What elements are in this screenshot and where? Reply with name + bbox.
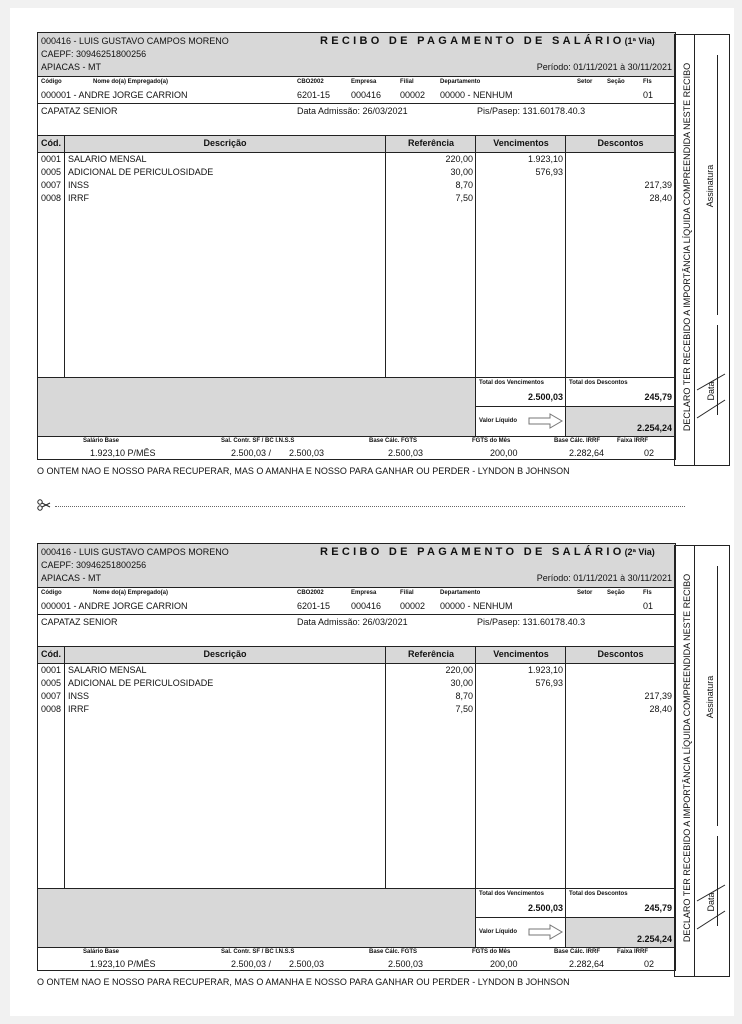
col-referencia: Referência bbox=[407, 138, 455, 148]
item-vencimento: 1.923,10 bbox=[527, 154, 563, 164]
item-cod: 0001 bbox=[41, 154, 62, 164]
salario-base: 1.923,10 P/MÊS bbox=[90, 448, 156, 458]
salario-base-label: Salário Base bbox=[83, 438, 120, 444]
salario-base: 1.923,10 P/MÊS bbox=[90, 959, 156, 969]
faixa-irrf-label: Faixa IRRF bbox=[617, 949, 649, 955]
col-descontos: Descontos bbox=[597, 138, 644, 148]
item-cod: 0007 bbox=[41, 180, 62, 190]
label-filial: Filial bbox=[400, 590, 414, 596]
label-nome: Nome do(a) Empregado(a) bbox=[93, 590, 169, 596]
employee-filial: 00002 bbox=[400, 90, 426, 100]
items-gray-area bbox=[38, 888, 475, 948]
footer-quote: O ONTEM NAO E NOSSO PARA RECUPERAR, MAS O AMANHA E NOSSO PARA GANHAR OU PERDER - LYNDON B JOHNSON bbox=[37, 466, 570, 476]
admission-date: Data Admissão: 26/03/2021 bbox=[297, 106, 408, 116]
receipt-first-copy bbox=[27, 29, 727, 476]
col-descricao: Descrição bbox=[203, 649, 247, 659]
label-departamento: Departamento bbox=[440, 590, 481, 596]
label-secao: Seção bbox=[607, 590, 625, 596]
employer-name: 000416 - LUIS GUSTAVO CAMPOS MORENO bbox=[41, 547, 229, 557]
label-cbo: CBO2002 bbox=[297, 590, 324, 596]
total-vencimentos: 2.500,03 bbox=[527, 392, 563, 402]
label-empresa: Empresa bbox=[351, 79, 377, 85]
items-header bbox=[38, 135, 675, 153]
total-vencimentos-label: Total dos Vencimentos bbox=[479, 891, 544, 897]
col-vencimentos: Vencimentos bbox=[493, 649, 549, 659]
item-desconto: 28,40 bbox=[649, 193, 672, 203]
receipt-title: RECIBO DE PAGAMENTO DE SALÁRIO(2ª Via) bbox=[320, 546, 655, 558]
admission-date: Data Admissão: 26/03/2021 bbox=[297, 617, 408, 627]
payslip-page bbox=[10, 8, 734, 1016]
inss-sf: 2.500,03 / bbox=[231, 448, 272, 458]
fgts-mes: 200,00 bbox=[490, 959, 518, 969]
col-cod: Cód. bbox=[41, 649, 61, 659]
signature-column bbox=[674, 545, 730, 977]
label-setor: Setor bbox=[577, 590, 593, 596]
employee-role: CAPATAZ SENIOR bbox=[41, 106, 118, 116]
declaration-text: DECLARO TER RECEBIDO A IMPORTÂNCIA LÍQUIDA COMPREENDIDA NESTE RECIBO bbox=[682, 62, 692, 432]
label-filial: Filial bbox=[400, 79, 414, 85]
employee-name: 000001 - ANDRE JORGE CARRION bbox=[41, 90, 188, 100]
col-cod: Cód. bbox=[41, 138, 61, 148]
total-descontos-label: Total dos Descontos bbox=[569, 380, 628, 386]
item-reference: 7,50 bbox=[455, 704, 473, 714]
label-nome: Nome do(a) Empregado(a) bbox=[93, 79, 169, 85]
label-cbo: CBO2002 bbox=[297, 79, 324, 85]
pay-period: Período: 01/11/2021 à 30/11/2021 bbox=[536, 573, 672, 583]
irrf-base-label: Base Cálc. IRRF bbox=[554, 438, 601, 444]
label-fls: Fls bbox=[643, 79, 652, 85]
employer-caepf: CAEPF: 30946251800256 bbox=[41, 49, 147, 59]
item-vencimento: 576,93 bbox=[535, 167, 563, 177]
arrow-right-icon bbox=[528, 413, 564, 429]
col-referencia: Referência bbox=[407, 649, 455, 659]
faixa-irrf: 02 bbox=[644, 959, 655, 969]
item-desconto: 217,39 bbox=[644, 691, 672, 701]
faixa-irrf: 02 bbox=[644, 448, 655, 458]
item-reference: 7,50 bbox=[455, 193, 473, 203]
valor-liquido: 2.254,24 bbox=[636, 423, 672, 433]
inss-bc: 2.500,03 bbox=[289, 959, 325, 969]
item-reference: 8,70 bbox=[455, 180, 473, 190]
employee-filial: 00002 bbox=[400, 601, 426, 611]
label-fls: Fls bbox=[643, 590, 652, 596]
fgts-base: 2.500,03 bbox=[388, 959, 424, 969]
item-cod: 0001 bbox=[41, 665, 62, 675]
footer-quote: O ONTEM NAO E NOSSO PARA RECUPERAR, MAS O AMANHA E NOSSO PARA GANHAR OU PERDER - LYNDON B JOHNSON bbox=[37, 977, 570, 987]
item-desconto: 28,40 bbox=[649, 704, 672, 714]
pis-pasep: Pis/Pasep: 131.60178.40.3 bbox=[477, 106, 586, 116]
employee-departamento: 00000 - NENHUM bbox=[440, 601, 513, 611]
item-reference: 220,00 bbox=[445, 154, 473, 164]
pay-period: Período: 01/11/2021 à 30/11/2021 bbox=[536, 62, 672, 72]
inss-sf: 2.500,03 / bbox=[231, 959, 272, 969]
total-descontos: 245,79 bbox=[644, 392, 672, 402]
employee-fls: 01 bbox=[643, 90, 654, 100]
scissors-icon bbox=[37, 499, 51, 511]
item-cod: 0007 bbox=[41, 691, 62, 701]
fgts-mes: 200,00 bbox=[490, 448, 518, 458]
employee-cbo: 6201-15 bbox=[297, 601, 331, 611]
item-description: ADICIONAL DE PERICULOSIDADE bbox=[68, 678, 214, 688]
employee-departamento: 00000 - NENHUM bbox=[440, 90, 513, 100]
receipt-title: RECIBO DE PAGAMENTO DE SALÁRIO(1ª Via) bbox=[320, 35, 655, 47]
item-cod: 0005 bbox=[41, 678, 62, 688]
valor-liquido-label: Valor Líquido bbox=[479, 418, 518, 424]
signature-date-strokes bbox=[695, 370, 729, 430]
cut-line bbox=[37, 499, 687, 509]
fgts-mes-label: FGTS do Mês bbox=[472, 949, 511, 955]
receipt-header bbox=[38, 33, 675, 77]
total-vencimentos: 2.500,03 bbox=[527, 903, 563, 913]
receipt-box bbox=[37, 32, 676, 460]
total-descontos: 245,79 bbox=[644, 903, 672, 913]
label-codigo: Código bbox=[41, 79, 62, 85]
data-label: Data bbox=[706, 381, 716, 401]
faixa-irrf-label: Faixa IRRF bbox=[617, 438, 649, 444]
pis-pasep: Pis/Pasep: 131.60178.40.3 bbox=[477, 617, 586, 627]
irrf-base-label: Base Cálc. IRRF bbox=[554, 949, 601, 955]
employer-city: APIACAS - MT bbox=[41, 62, 102, 72]
item-reference: 8,70 bbox=[455, 691, 473, 701]
label-secao: Seção bbox=[607, 79, 625, 85]
employer-city: APIACAS - MT bbox=[41, 573, 102, 583]
item-description: SALARIO MENSAL bbox=[68, 154, 147, 164]
item-cod: 0005 bbox=[41, 167, 62, 177]
item-vencimento: 576,93 bbox=[535, 678, 563, 688]
signature-date-strokes bbox=[695, 881, 729, 941]
assinatura-label: Assinatura bbox=[705, 164, 715, 208]
item-desconto: 217,39 bbox=[644, 180, 672, 190]
item-reference: 220,00 bbox=[445, 665, 473, 675]
label-setor: Setor bbox=[577, 79, 593, 85]
valor-liquido-label: Valor Líquido bbox=[479, 929, 518, 935]
employee-cbo: 6201-15 bbox=[297, 90, 331, 100]
item-cod: 0008 bbox=[41, 193, 62, 203]
col-descricao: Descrição bbox=[203, 138, 247, 148]
assinatura-label: Assinatura bbox=[705, 675, 715, 719]
item-cod: 0008 bbox=[41, 704, 62, 714]
item-description: SALARIO MENSAL bbox=[68, 665, 147, 675]
irrf-base: 2.282,64 bbox=[569, 448, 605, 458]
employee-empresa: 000416 bbox=[351, 90, 382, 100]
label-empresa: Empresa bbox=[351, 590, 377, 596]
receipt-header bbox=[38, 544, 675, 588]
employer-caepf: CAEPF: 30946251800256 bbox=[41, 560, 147, 570]
receipt-box bbox=[37, 543, 676, 971]
item-description: INSS bbox=[68, 180, 90, 190]
col-vencimentos: Vencimentos bbox=[493, 138, 549, 148]
valor-liquido: 2.254,24 bbox=[636, 934, 672, 944]
total-vencimentos-label: Total dos Vencimentos bbox=[479, 380, 544, 386]
col-descontos: Descontos bbox=[597, 649, 644, 659]
employee-role: CAPATAZ SENIOR bbox=[41, 617, 118, 627]
employee-name: 000001 - ANDRE JORGE CARRION bbox=[41, 601, 188, 611]
fgts-base-label: Base Cálc. FGTS bbox=[369, 949, 418, 955]
total-descontos-label: Total dos Descontos bbox=[569, 891, 628, 897]
item-reference: 30,00 bbox=[450, 167, 473, 177]
label-codigo: Código bbox=[41, 590, 62, 596]
fgts-base-label: Base Cálc. FGTS bbox=[369, 438, 418, 444]
employer-name: 000416 - LUIS GUSTAVO CAMPOS MORENO bbox=[41, 36, 229, 46]
salario-base-label: Salário Base bbox=[83, 949, 120, 955]
item-vencimento: 1.923,10 bbox=[527, 665, 563, 675]
declaration-text: DECLARO TER RECEBIDO A IMPORTÂNCIA LÍQUIDA COMPREENDIDA NESTE RECIBO bbox=[682, 573, 692, 943]
label-departamento: Departamento bbox=[440, 79, 481, 85]
employee-fls: 01 bbox=[643, 601, 654, 611]
fgts-mes-label: FGTS do Mês bbox=[472, 438, 511, 444]
irrf-base: 2.282,64 bbox=[569, 959, 605, 969]
signature-column bbox=[674, 34, 730, 466]
item-reference: 30,00 bbox=[450, 678, 473, 688]
receipt-second-copy bbox=[27, 540, 727, 987]
inss-base-label: Sal. Contr. SF / BC I.N.S.S bbox=[221, 438, 295, 444]
item-description: IRRF bbox=[68, 193, 89, 203]
arrow-right-icon bbox=[528, 924, 564, 940]
data-label: Data bbox=[706, 892, 716, 912]
inss-base-label: Sal. Contr. SF / BC I.N.S.S bbox=[221, 949, 295, 955]
items-header bbox=[38, 646, 675, 664]
fgts-base: 2.500,03 bbox=[388, 448, 424, 458]
item-description: IRRF bbox=[68, 704, 89, 714]
item-description: INSS bbox=[68, 691, 90, 701]
items-gray-area bbox=[38, 377, 475, 437]
employee-empresa: 000416 bbox=[351, 601, 382, 611]
inss-bc: 2.500,03 bbox=[289, 448, 325, 458]
item-description: ADICIONAL DE PERICULOSIDADE bbox=[68, 167, 214, 177]
